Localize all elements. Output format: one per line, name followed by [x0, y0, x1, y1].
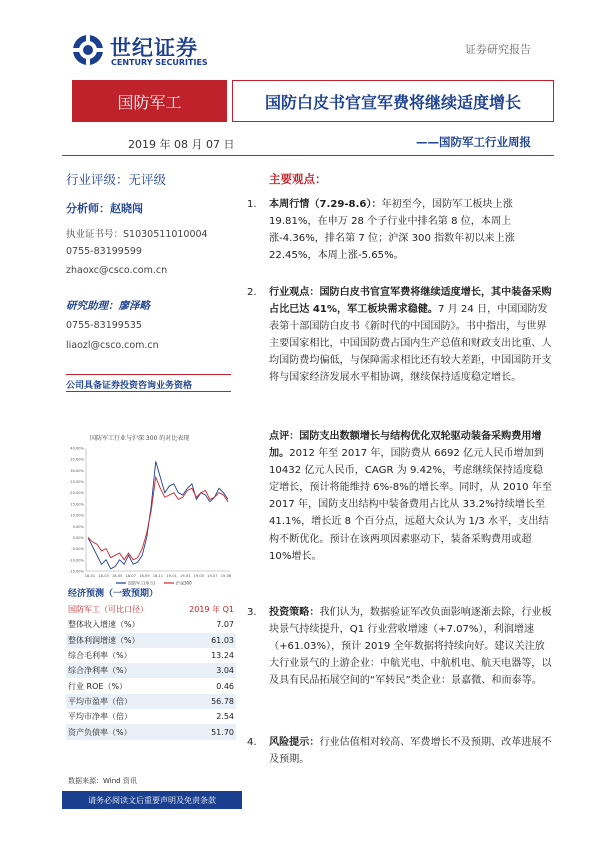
- forecast-label: 综合毛利率（%）: [68, 651, 132, 661]
- header-divider: [62, 155, 554, 156]
- assistant-phone: 0755-83199535: [66, 320, 142, 331]
- report-type: 证券研究报告: [465, 43, 531, 56]
- legend-label: 沪深300: [176, 580, 192, 586]
- series-line-csi300: [88, 477, 228, 560]
- point-2-heading: 行业观点：国防白皮书官宣军费将继续适度增长，其中装备采购占比已达 41%，军工板块需求稳健。: [269, 287, 552, 316]
- point-4-number: 4.: [247, 737, 257, 748]
- point-4-body: 行业估值相对较高、军费增长不及预期、改革进展不及预期。: [269, 737, 552, 766]
- forecast-title: 经济预测（一致预期）: [68, 589, 159, 599]
- x-tick-label: 18-03: [98, 574, 109, 578]
- chart-title: 国防军工行业与沪深 300 的对比表现: [90, 435, 190, 442]
- point-1: [247, 196, 552, 264]
- point-2-body: 7 月 24 日，中国国防发表第十部国防白皮书《新时代的中国国防》。书中指出，与世界主要国家相比，中国国防费占国内生产总值和财政支出比重、人均国防费均偏低，与保障需求相比还有较大差距，中国国防开支将与国家经济发展水平相协调，继续保持适度稳定增长。: [269, 304, 552, 384]
- report-headline: 国防白皮书官宣军费将继续适度增长: [232, 80, 554, 122]
- assistant-name: 研究助理：廖泽略: [66, 300, 150, 312]
- forecast-value: 0.46: [216, 681, 234, 691]
- qualification-note: 公司具备证券投资咨询业务资格: [66, 374, 231, 392]
- point-3-heading: 投资策略：: [269, 607, 320, 618]
- analyst-email[interactable]: zhaoxc@csco.com.cn: [66, 265, 168, 276]
- forecast-value: 56.78: [173, 694, 236, 709]
- x-tick-label: 19-08: [220, 574, 232, 578]
- point-4-heading: 风险提示：: [269, 737, 320, 748]
- table-row: [66, 617, 236, 632]
- x-tick-label: 19-01: [166, 574, 177, 578]
- y-tick-label: 30.00%: [70, 468, 84, 473]
- y-tick-label: 40.00%: [70, 446, 84, 451]
- table-row: [66, 633, 236, 648]
- forecast-table: [66, 602, 236, 740]
- forecast-label: 资产负债率（%）: [66, 724, 173, 739]
- analyst-name: 分析师：赵晓闯: [66, 202, 143, 215]
- table-row: [66, 724, 236, 739]
- y-tick-label: -5.00%: [71, 547, 84, 552]
- analyst-phone: 0755-83199599: [66, 246, 142, 257]
- table-row: [66, 648, 236, 663]
- table-row: [66, 602, 236, 617]
- company-name-en: CENTURY SECURITIES: [111, 58, 208, 67]
- forecast-label: 平均市净率（倍）: [68, 712, 132, 722]
- forecast-value: 3.04: [173, 663, 236, 678]
- series-line-defense: [88, 461, 228, 568]
- point-1-number: 1.: [247, 199, 257, 210]
- forecast-label: 平均市盈率（倍）: [66, 694, 173, 709]
- x-tick-label: 19-05: [193, 574, 205, 578]
- y-tick-label: 0.00%: [72, 535, 84, 540]
- y-tick-label: -10.00%: [69, 558, 84, 563]
- point-1-body: 年初至今，国防军工板块上涨 19.81%，在申万 28 个子行业中排名第 8 位，本周上涨-4.36%，排名第 7 位；沪深 300 指数年初以来上涨 22.45%，本周上涨-5.65%。: [269, 199, 515, 262]
- forecast-label: 综合净利率（%）: [66, 663, 173, 678]
- table-row: [66, 678, 236, 693]
- point-3-number: 3.: [247, 607, 257, 618]
- forecast-value: 13.24: [211, 651, 234, 661]
- industry-tag: 国防军工: [72, 80, 227, 122]
- assistant-email[interactable]: liaozl@csco.com.cn: [66, 340, 159, 351]
- y-tick-label: 20.00%: [70, 491, 84, 496]
- x-tick-label: 18-11: [152, 574, 164, 578]
- company-logo-icon: [72, 34, 104, 66]
- forecast-label: 整体利润增速（%）: [66, 633, 173, 648]
- y-tick-label: 25.00%: [70, 480, 84, 485]
- main-points-title: 主要观点：: [269, 172, 327, 186]
- forecast-label: 国防军工（可比口径）: [66, 602, 173, 617]
- x-tick-label: 18-09: [139, 574, 150, 578]
- point-4: [247, 734, 552, 768]
- point-1-heading: 本周行情（7.29-8.6）：: [269, 199, 382, 210]
- x-tick-label: 18-05: [111, 574, 123, 578]
- x-tick-label: 19-03: [179, 574, 191, 578]
- industry-rating: 行业评级：无评级: [66, 172, 167, 187]
- forecast-value: 7.07: [216, 620, 234, 630]
- point-2-number: 2.: [247, 287, 257, 298]
- table-row: [66, 694, 236, 709]
- y-tick-label: 10.00%: [70, 513, 84, 518]
- company-name-cn: 世纪证券: [110, 36, 198, 60]
- y-tick-label: 35.00%: [70, 457, 84, 462]
- forecast-value: 61.03: [173, 633, 236, 648]
- point-2-comment-heading: 点评：国防支出数额增长与结构优化双轮驱动装备采购费用增加。: [269, 431, 542, 460]
- analyst-license: 执业证书号：S1030511010004: [66, 229, 208, 240]
- report-date: 2019 年 08 月 07 日: [128, 138, 235, 151]
- y-tick-label: 5.00%: [72, 524, 84, 529]
- point-2-comment-body: 2012 年至 2017 年，国防费从 6692 亿元人民币增加到 10432 亿元人民币，CAGR 为 9.42%，考虑继续保持适度稳定增长，预计将能维持 6%-8%的增长率。同时，从 2010 年至 2017 年，国防支出结构中装备费用占比从 33.2%持续增长至 41.1%，增长近 8 个百分点，远超大众认为 1/3 水平，支出结构不断优化。预计在该两项因素驱动下，装备采购费用或超 10%增长。: [269, 448, 552, 562]
- performance-chart: [64, 444, 234, 592]
- disclaimer-banner[interactable]: 请务必阅读文后重要声明及免责条款: [62, 791, 242, 809]
- data-source: 数据来源：Wind 资讯: [68, 777, 137, 785]
- legend-label: 国防军工(申万): [128, 580, 156, 586]
- forecast-value: 2.54: [216, 712, 234, 722]
- report-series: ——国防军工行业周报: [416, 135, 531, 149]
- forecast-label: 行业 ROE（%）: [68, 681, 128, 691]
- point-2-comment: [269, 428, 552, 565]
- x-tick-label: 19-07: [207, 574, 218, 578]
- forecast-label: 整体收入增速（%）: [68, 620, 140, 630]
- point-2: [247, 284, 552, 387]
- y-tick-label: -15.00%: [69, 569, 84, 574]
- forecast-value: 2019 年 Q1: [173, 602, 236, 617]
- y-tick-label: 15.00%: [70, 502, 84, 507]
- table-row: [66, 663, 236, 678]
- point-3-body: 我们认为，数据验证军改负面影响逐渐去除，行业板块景气持续提升，Q1 行业营收增速（+7.07%），利润增速（+61.03%），预计 2019 全年数据将持续向好。建议关注放大行业景气的上游企业：中航光电、中航机电、航天电器等，以及具有民品拓展空间的“军转民”类企业：景嘉微、和而泰等。: [269, 607, 552, 687]
- point-3: [247, 604, 552, 689]
- x-tick-label: 18-07: [125, 574, 137, 578]
- forecast-value: 51.70: [173, 724, 236, 739]
- table-row: [66, 709, 236, 724]
- x-tick-label: 18-01: [84, 574, 96, 578]
